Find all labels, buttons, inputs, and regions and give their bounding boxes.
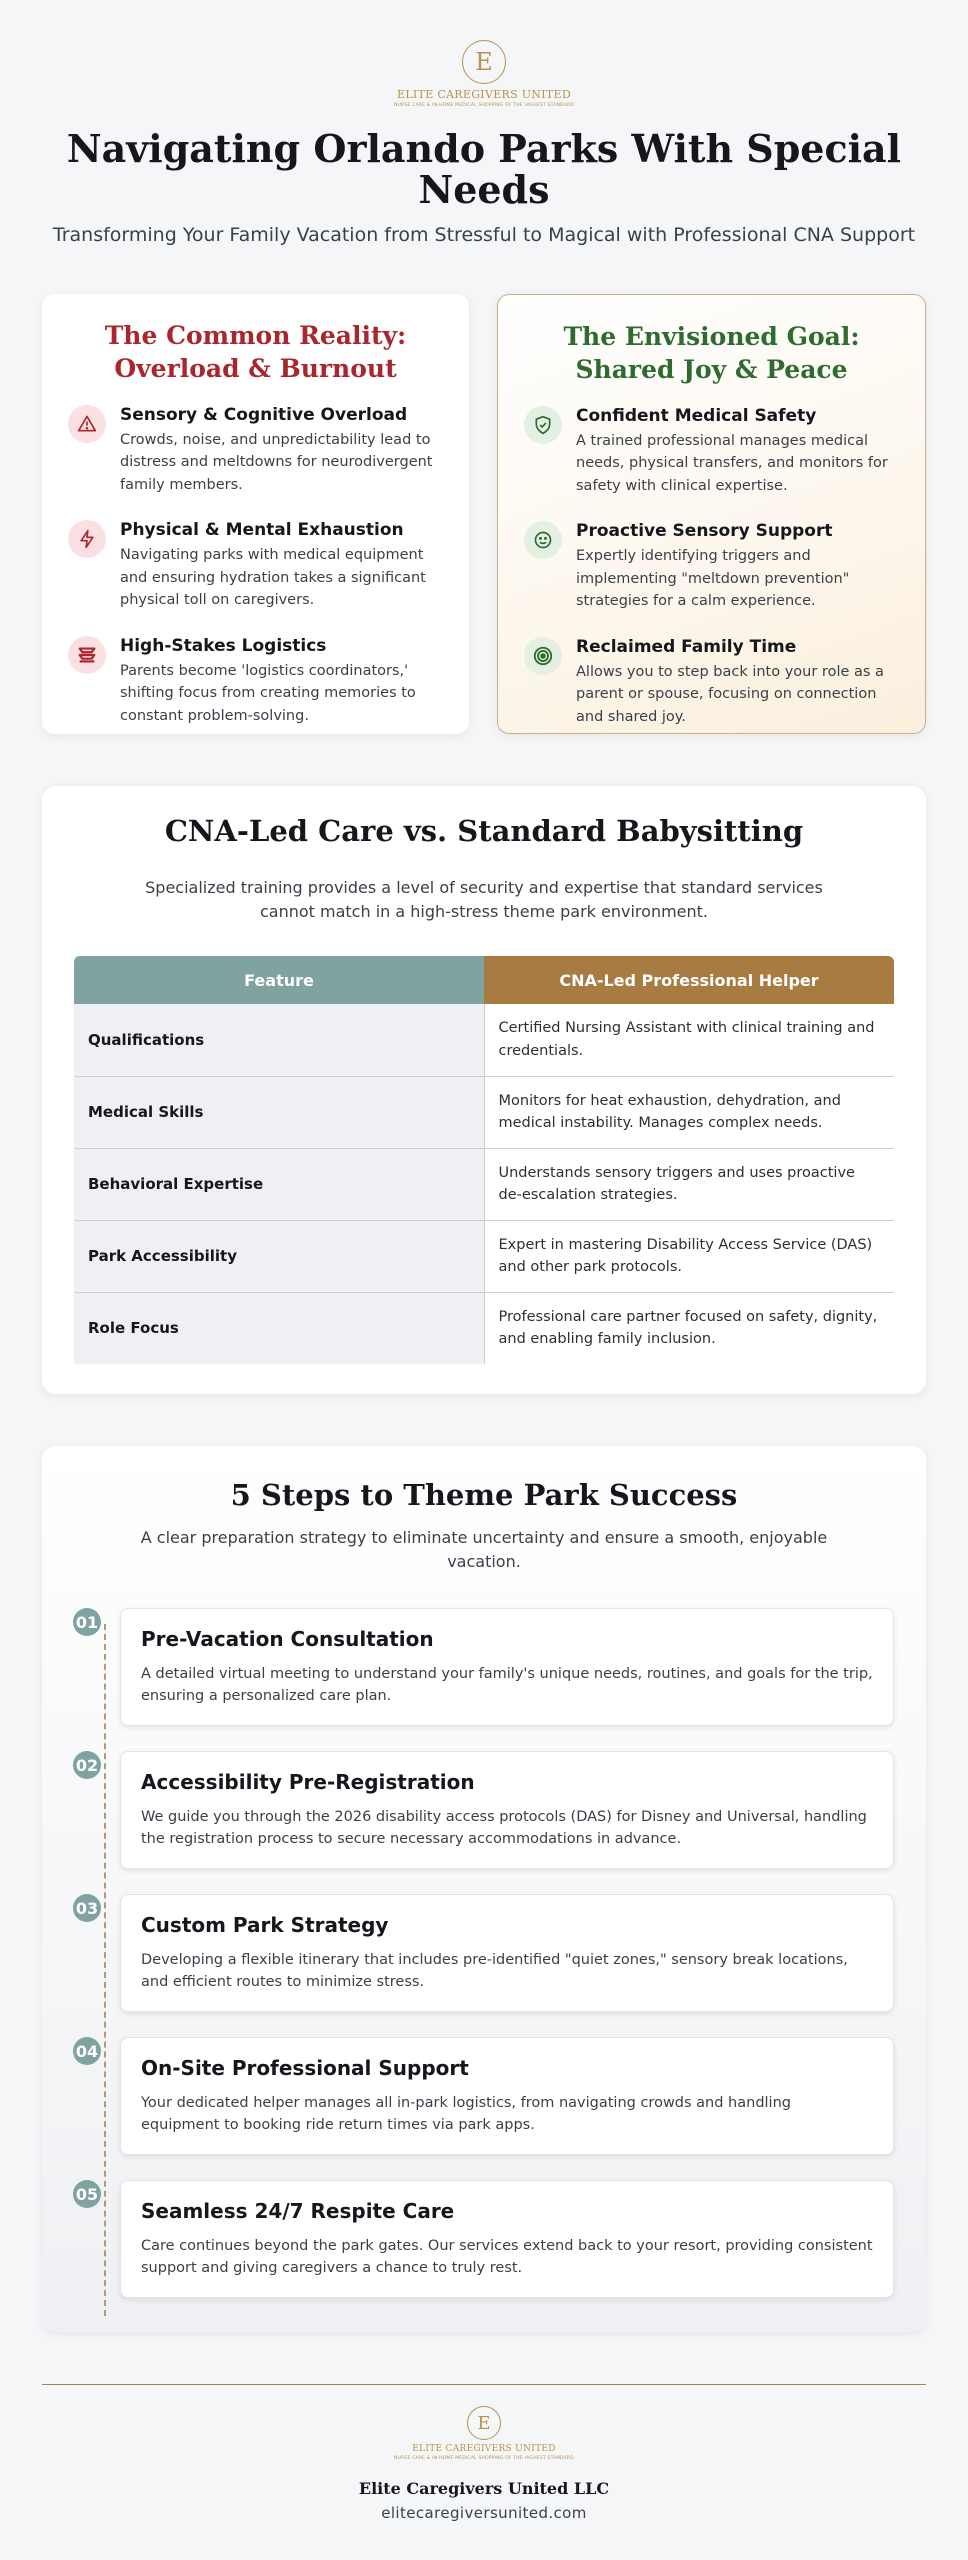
step-card: [120, 1608, 894, 1726]
brand-name: ELITE CAREGIVERS UNITED: [397, 88, 571, 101]
step-number-badge: 02: [73, 1751, 101, 1779]
feature-cell: Behavioral Expertise: [74, 1148, 484, 1220]
smile-face-icon: [524, 521, 562, 559]
goal-item-desc: Allows you to step back into your role as a parent or spouse, focusing on connection and shared joy.: [576, 663, 884, 725]
step-number-badge: 05: [73, 2180, 101, 2208]
lightning-bolt-icon: [68, 520, 106, 558]
table-header-row: [74, 956, 894, 1004]
step-title: Seamless 24/7 Respite Care: [141, 2199, 455, 2223]
goal-item: [524, 637, 899, 728]
reality-item: [68, 405, 443, 496]
step-desc: Developing a flexible itinerary that includes pre-identified "quiet zones," sensory break locations, and efficient routes to minimize stress.: [141, 1952, 848, 1991]
brand-tagline: NURSE CARE & IN-HOME MEDICAL SHOPPING OF THE HIGHEST STANDARD: [394, 103, 574, 108]
shield-check-icon: [524, 406, 562, 444]
goal-item: [524, 521, 899, 612]
goal-card: [497, 294, 926, 734]
goal-item-desc: Expertly identifying triggers and implementing "meltdown prevention" strategies for a calm experience.: [576, 548, 850, 610]
reality-item: [68, 636, 443, 727]
reality-item-title: High-Stakes Logistics: [120, 635, 327, 656]
cna-cell: Understands sensory triggers and uses proactive de-escalation strategies.: [484, 1148, 894, 1220]
reality-item-desc: Navigating parks with medical equipment and ensuring hydration takes a significant physical toll on caregivers.: [120, 547, 426, 609]
cna-cell: Expert in mastering Disability Access Service (DAS) and other park protocols.: [484, 1220, 894, 1292]
table-row: [74, 1076, 894, 1148]
brand-tagline: NURSE CARE & IN-HOME MEDICAL SHOPPING OF THE HIGHEST STANDARD: [394, 2456, 574, 2461]
stacked-layers-icon: [68, 636, 106, 674]
warning-triangle-icon: [68, 405, 106, 443]
step-card: [120, 2037, 894, 2155]
step-title: On-Site Professional Support: [141, 2056, 469, 2080]
step-card: [120, 1751, 894, 1869]
step-number-badge: 01: [73, 1608, 101, 1636]
target-icon: [524, 637, 562, 675]
step-desc: A detailed virtual meeting to understand your family's unique needs, routines, and goals for the trip, ensuring a personalized care plan.: [141, 1666, 873, 1705]
reality-card: [42, 294, 469, 734]
reality-item-title: Sensory & Cognitive Overload: [120, 405, 408, 425]
logo-letter: E: [475, 48, 493, 76]
table-row: [74, 1148, 894, 1220]
logo-emblem-icon: [467, 2406, 501, 2440]
page-footer: [0, 2406, 968, 2522]
reality-card-title: The Common Reality: Overload & Burnout: [104, 321, 407, 383]
step-number-badge: 04: [73, 2037, 101, 2065]
footer-divider: [42, 2384, 926, 2385]
goal-item: [524, 406, 899, 497]
step-number-badge: 03: [73, 1894, 101, 1922]
steps-timeline-line: [104, 1624, 106, 2316]
goal-item-title: Reclaimed Family Time: [576, 636, 797, 657]
table-row: [74, 1004, 894, 1076]
goal-item-title: Proactive Sensory Support: [576, 521, 833, 542]
goal-card-title: The Envisioned Goal: Shared Joy & Peace: [563, 322, 860, 384]
steps-intro: A clear preparation strategy to eliminate uncertainty and ensure a smooth, enjoyable vacation.: [140, 1528, 828, 1571]
step-card: [120, 1894, 894, 2012]
cna-cell: Monitors for heat exhaustion, dehydration, and medical instability. Manages complex needs.: [484, 1076, 894, 1148]
column-header-cna: CNA-Led Professional Helper: [484, 956, 894, 1004]
table-row: [74, 1220, 894, 1292]
comparison-intro: Specialized training provides a level of security and expertise that standard services cannot match in a high-stress theme park environment.: [145, 878, 823, 921]
brand-name: ELITE CAREGIVERS UNITED: [412, 2444, 556, 2454]
step-desc: Your dedicated helper manages all in-park logistics, from navigating crowds and handling equipment to booking ride return times via park apps.: [141, 2095, 791, 2134]
feature-cell: Medical Skills: [74, 1076, 484, 1148]
column-header-feature: Feature: [74, 956, 484, 1004]
reality-item-desc: Parents become 'logistics coordinators,' shifting focus from creating memories to constant problem-solving.: [120, 662, 416, 724]
comparison-table: [74, 956, 894, 1364]
reality-goal-cards: [42, 294, 926, 734]
steps-title: 5 Steps to Theme Park Success: [230, 1478, 738, 1512]
reality-item-title: Physical & Mental Exhaustion: [120, 520, 404, 541]
page-title: Navigating Orlando Parks With Special Needs: [66, 126, 902, 213]
feature-cell: Park Accessibility: [74, 1220, 484, 1292]
footer-logo: [394, 2406, 574, 2461]
step-card: [120, 2180, 894, 2298]
goal-item-title: Confident Medical Safety: [576, 406, 817, 426]
step-title: Custom Park Strategy: [141, 1913, 389, 1937]
step-title: Pre-Vacation Consultation: [141, 1627, 434, 1651]
step-desc: Care continues beyond the park gates. Our services extend back to your resort, providing consistent support and giving caregivers a chance to truly rest.: [141, 2238, 873, 2277]
cna-cell: Certified Nursing Assistant with clinical training and credentials.: [484, 1004, 894, 1076]
reality-item: [68, 520, 443, 611]
logo-letter: E: [477, 2412, 491, 2434]
brand-logo: [394, 40, 574, 108]
page-header: [0, 0, 968, 246]
footer-website-link[interactable]: elitecaregiversunited.com: [381, 2504, 587, 2522]
steps-section: [42, 1446, 926, 2332]
goal-item-desc: A trained professional manages medical needs, physical transfers, and monitors for safety with clinical expertise.: [576, 433, 888, 494]
feature-cell: Qualifications: [74, 1004, 484, 1076]
reality-item-desc: Crowds, noise, and unpredictability lead to distress and meltdowns for neurodivergent family members.: [120, 432, 433, 493]
comparison-section: [42, 786, 926, 1394]
step-title: Accessibility Pre-Registration: [141, 1770, 475, 1794]
page-subtitle: Transforming Your Family Vacation from Stressful to Magical with Professional CNA Support: [52, 224, 916, 247]
step-desc: We guide you through the 2026 disability access protocols (DAS) for Disney and Universal, handling the registration process to secure necessary accommodations in advance.: [141, 1809, 867, 1848]
logo-emblem-icon: [462, 40, 506, 84]
feature-cell: Role Focus: [74, 1292, 484, 1364]
table-row: [74, 1292, 894, 1364]
footer-company-name: Elite Caregivers United LLC: [358, 2479, 610, 2498]
cna-cell: Professional care partner focused on safety, dignity, and enabling family inclusion.: [498, 1308, 878, 1348]
comparison-title: CNA-Led Care vs. Standard Babysitting: [164, 814, 804, 848]
